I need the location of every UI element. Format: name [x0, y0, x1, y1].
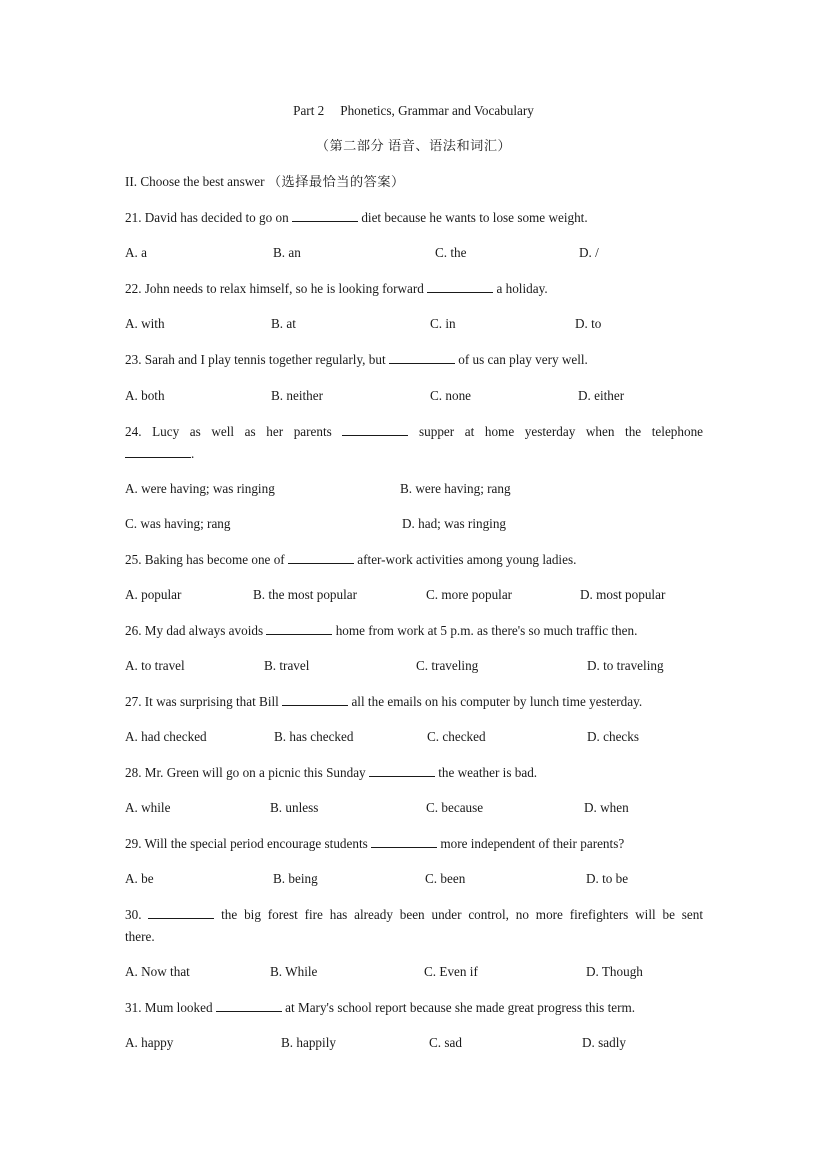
option-d: D. had; was ringing — [402, 516, 507, 531]
option-c: C. Even if — [424, 964, 478, 979]
option-b: B. travel — [264, 658, 310, 673]
option-b: B. unless — [270, 800, 319, 815]
question-text: Will the special period encourage students — [144, 836, 368, 851]
option-d: D. sadly — [582, 1035, 626, 1050]
question-text: the big forest fire has already been under control, no more firefighters will be sent — [221, 907, 703, 922]
section-label: II. Choose the best answer — [125, 174, 265, 189]
option-b: B. at — [271, 316, 296, 331]
answer-blank — [369, 763, 435, 777]
question-text: David has decided to go on — [144, 210, 289, 225]
question-number: 21. — [125, 210, 142, 225]
option-a: A. popular — [125, 587, 182, 602]
question-text: John needs to relax himself, so he is looking forward — [144, 281, 424, 296]
question-number: 22. — [125, 281, 142, 296]
option-c: C. because — [426, 800, 484, 815]
question-text: supper at home yesterday when the telephone — [419, 424, 704, 439]
section-instruction — [125, 171, 703, 193]
option-d: D. checks — [587, 729, 639, 744]
section-label-cn: （选择最恰当的答案） — [267, 174, 405, 189]
answer-blank — [371, 834, 437, 848]
option-c: C. was having; rang — [125, 516, 231, 531]
question-number: 23. — [125, 352, 142, 367]
question-number: 29. — [125, 836, 142, 851]
answer-blank — [148, 905, 214, 919]
question-31 — [125, 997, 703, 1019]
part-title: Phonetics, Grammar and Vocabulary — [340, 103, 534, 118]
question-number: 24. — [125, 424, 142, 439]
question-26 — [125, 620, 703, 642]
option-a: A. to travel — [125, 658, 185, 673]
answer-blank — [288, 550, 354, 564]
option-a: A. happy — [125, 1035, 174, 1050]
option-c: C. the — [435, 245, 467, 260]
option-a: A. a — [125, 245, 147, 260]
question-23 — [125, 349, 703, 371]
part-number: Part 2 — [293, 103, 325, 118]
option-c: C. none — [430, 388, 472, 403]
part-heading — [0, 100, 827, 122]
option-d: D. to be — [586, 871, 629, 886]
question-24 — [125, 421, 703, 443]
question-text: It was surprising that Bill — [144, 694, 279, 709]
answer-blank — [266, 621, 332, 635]
question-22 — [125, 278, 703, 300]
option-c: C. sad — [429, 1035, 462, 1050]
question-30-continued: there. — [125, 929, 155, 944]
option-d: D. most popular — [580, 587, 666, 602]
answer-blank — [342, 422, 408, 436]
question-text: home from work at 5 p.m. as there's so much traffic then. — [335, 623, 638, 638]
option-b: B. being — [273, 871, 318, 886]
question-text: more independent of their parents? — [440, 836, 625, 851]
option-b: B. While — [270, 964, 318, 979]
option-b: B. neither — [271, 388, 324, 403]
question-28 — [125, 762, 703, 784]
question-number: 28. — [125, 765, 142, 780]
option-b: B. an — [273, 245, 301, 260]
option-c: C. more popular — [426, 587, 513, 602]
option-a: A. both — [125, 388, 165, 403]
question-text: a holiday. — [496, 281, 548, 296]
question-21 — [125, 207, 703, 229]
option-b: B. happily — [281, 1035, 336, 1050]
answer-blank — [389, 350, 455, 364]
option-a: A. had checked — [125, 729, 207, 744]
option-d: D. to traveling — [587, 658, 664, 673]
answer-blank — [216, 998, 282, 1012]
option-a: A. were having; was ringing — [125, 481, 275, 496]
question-text: the weather is bad. — [438, 765, 538, 780]
question-number: 27. — [125, 694, 142, 709]
option-a: A. Now that — [125, 964, 190, 979]
part-subtitle: （第二部分 语音、语法和词汇） — [315, 138, 512, 153]
question-text: Mr. Green will go on a picnic this Sunday — [144, 765, 366, 780]
option-a: A. be — [125, 871, 154, 886]
question-number: 31. — [125, 1000, 142, 1015]
question-text: after-work activities among young ladies. — [357, 552, 577, 567]
question-25 — [125, 549, 703, 571]
question-text: of us can play very well. — [458, 352, 588, 367]
option-b: B. the most popular — [253, 587, 358, 602]
option-d: D. / — [579, 245, 599, 260]
option-c: C. been — [425, 871, 466, 886]
question-text: Mum looked — [144, 1000, 213, 1015]
question-30 — [125, 904, 703, 926]
option-c: C. checked — [427, 729, 486, 744]
option-b: B. were having; rang — [400, 481, 511, 496]
question-29 — [125, 833, 703, 855]
question-text: Lucy as well as her parents — [152, 424, 332, 439]
option-c: C. traveling — [416, 658, 479, 673]
question-text: My dad always avoids — [144, 623, 264, 638]
question-number: 25. — [125, 552, 142, 567]
option-c: C. in — [430, 316, 456, 331]
option-d: D. when — [584, 800, 629, 815]
option-a: A. while — [125, 800, 171, 815]
answer-blank — [282, 692, 348, 706]
answer-blank — [125, 444, 191, 458]
question-text: diet because he wants to lose some weight. — [361, 210, 588, 225]
question-27 — [125, 691, 703, 713]
question-number: 26. — [125, 623, 142, 638]
question-number: 30. — [125, 907, 142, 922]
question-text: Sarah and I play tennis together regularly, but — [144, 352, 386, 367]
answer-blank — [427, 279, 493, 293]
option-b: B. has checked — [274, 729, 354, 744]
option-a: A. with — [125, 316, 165, 331]
option-d: D. Though — [586, 964, 643, 979]
option-d: D. to — [575, 316, 602, 331]
option-d: D. either — [578, 388, 625, 403]
question-24-continued: . — [125, 443, 703, 465]
question-text: at Mary's school report because she made great progress this term. — [285, 1000, 636, 1015]
answer-blank — [292, 208, 358, 222]
question-text: Baking has become one of — [144, 552, 285, 567]
question-text: all the emails on his computer by lunch time yesterday. — [351, 694, 643, 709]
